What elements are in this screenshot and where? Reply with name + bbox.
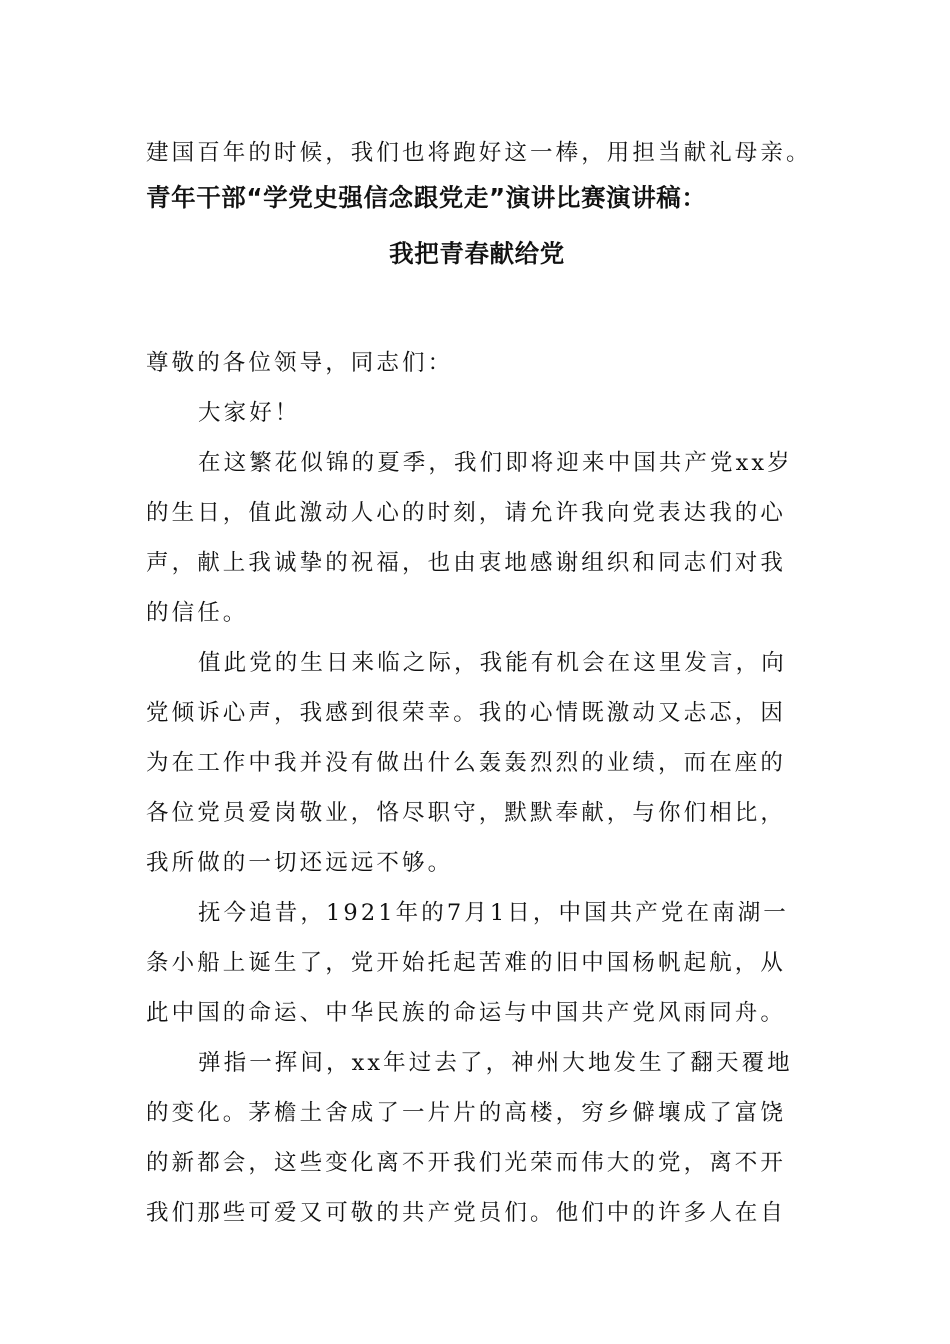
document-title-line-2: 我把青春献给党 — [389, 239, 565, 268]
carryover-line: 建国百年的时候，我们也将跑好这一棒，用担当献礼母亲。 — [146, 140, 812, 166]
paragraph-line: 我所做的一切还远远不够。 — [146, 850, 454, 876]
paragraph-line: 抚今追昔，1921年的7月1日，中国共产党在南湖一 — [198, 900, 789, 926]
paragraph-line: 党倾诉心声，我感到很荣幸。我的心情既激动又忐忑，因 — [146, 700, 787, 726]
paragraph — [146, 638, 808, 888]
paragraph-line: 此中国的命运、中华民族的命运与中国共产党风雨同舟。 — [146, 1000, 787, 1026]
paragraph-line: 弹指一挥间，xx年过去了，神州大地发生了翻天覆地 — [198, 1050, 793, 1076]
title-spacer — [146, 274, 808, 338]
paragraph-line: 在这繁花似锦的夏季，我们即将迎来中国共产党xx岁 — [198, 450, 793, 476]
document-body — [146, 128, 812, 1238]
greeting: 大家好！ — [198, 400, 301, 426]
paragraph-line: 各位党员爱岗敬业，恪尽职守，默默奉献，与你们相比， — [146, 800, 787, 826]
paragraph — [146, 1038, 808, 1238]
paragraph-line: 的信任。 — [146, 600, 249, 626]
paragraph-line: 条小船上诞生了，党开始托起苦难的旧中国杨帆起航，从 — [146, 950, 787, 976]
paragraph-line: 的变化。茅檐土舍成了一片片的高楼，穷乡僻壤成了富饶 — [146, 1100, 787, 1126]
paragraph-line: 为在工作中我并没有做出什么轰轰烈烈的业绩，而在座的 — [146, 750, 787, 776]
paragraph-line: 我们那些可爱又可敬的共产党员们。他们中的许多人在自 — [146, 1200, 787, 1226]
paragraph-line: 值此党的生日来临之际，我能有机会在这里发言，向 — [198, 650, 787, 676]
paragraph-line: 的新都会，这些变化离不开我们光荣而伟大的党，离不开 — [146, 1150, 787, 1176]
paragraph-line: 声，献上我诚挚的祝福，也由衷地感谢组织和同志们对我 — [146, 550, 787, 576]
paragraph — [146, 888, 808, 1038]
paragraph — [146, 438, 808, 638]
salutation: 尊敬的各位领导，同志们： — [146, 350, 454, 376]
paragraph-line: 的生日，值此激动人心的时刻，请允许我向党表达我的心 — [146, 500, 787, 526]
document-title-line-1: 青年干部“学党史强信念跟党走”演讲比赛演讲稿： — [146, 183, 707, 212]
